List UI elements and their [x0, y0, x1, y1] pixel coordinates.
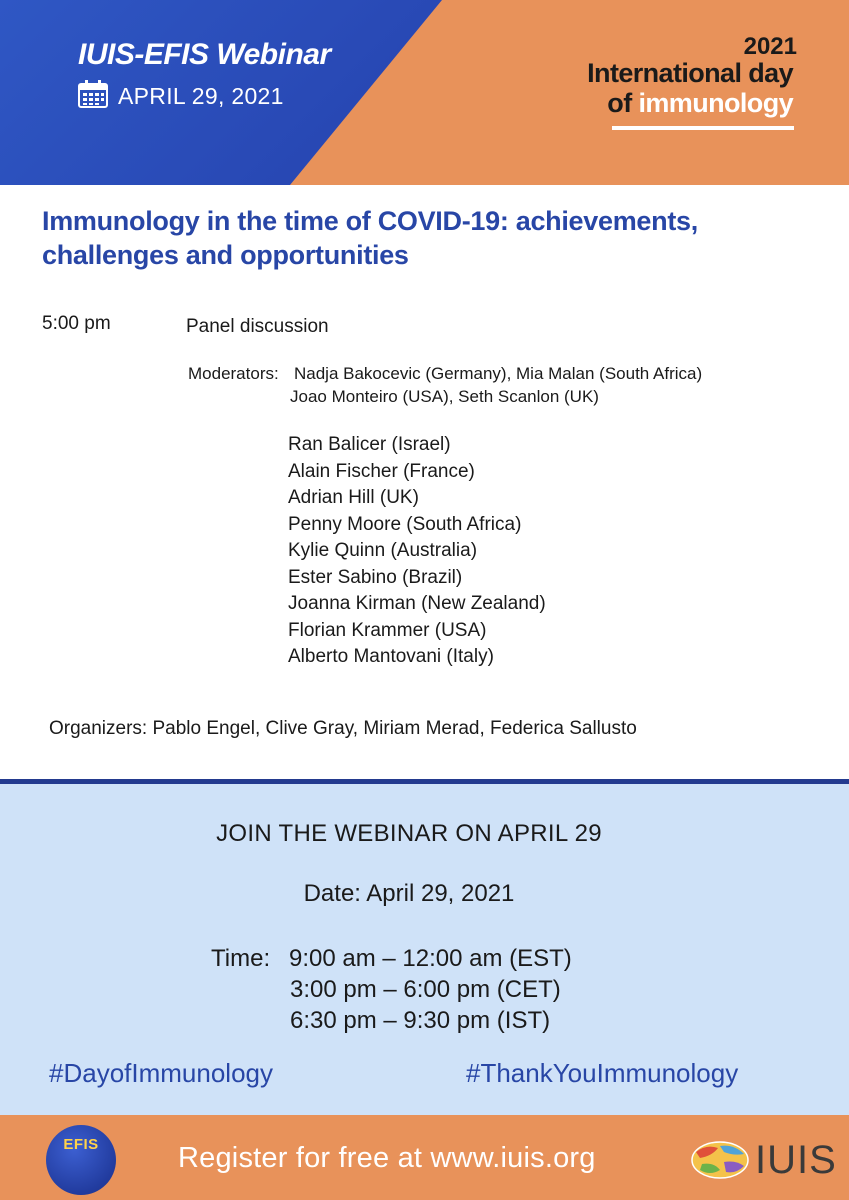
session-time: 5:00 pm: [42, 313, 111, 334]
panelist-item: Ran Balicer (Israel): [288, 434, 451, 455]
panelist-item: Joanna Kirman (New Zealand): [288, 593, 546, 614]
join-time-ist: 6:30 pm – 9:30 pm (IST): [290, 1007, 551, 1034]
idoi-title-line1: International day: [587, 58, 793, 88]
hashtag-thank-you-immunology: #ThankYouImmunology: [466, 1058, 739, 1088]
moderators-line1: Nadja Bakocevic (Germany), Mia Malan (South Africa): [294, 364, 703, 383]
join-heading: JOIN THE WEBINAR ON APRIL 29: [216, 820, 602, 847]
join-time-label: Time:: [211, 945, 271, 972]
moderators-label: Moderators:: [188, 364, 279, 383]
webinar-date: APRIL 29, 2021: [118, 83, 284, 109]
iuis-logo-text: IUIS: [755, 1138, 837, 1182]
session-title: Panel discussion: [186, 316, 329, 337]
panelist-list: [288, 432, 546, 671]
panelist-item: Adrian Hill (UK): [288, 487, 419, 508]
globe-icon: [690, 1140, 750, 1185]
idoi-of: of: [607, 88, 632, 118]
panelist-item: Florian Krammer (USA): [288, 619, 487, 641]
join-date: Date: April 29, 2021: [303, 880, 515, 907]
register-link[interactable]: Register for free at www.iuis.org: [178, 1142, 596, 1174]
join-time-est: 9:00 am – 12:00 am (EST): [289, 945, 572, 972]
webinar-date-row: [78, 80, 284, 113]
calendar-icon: [78, 80, 108, 113]
efis-logo: [46, 1125, 116, 1195]
panelist-item: Alain Fischer (France): [288, 460, 475, 482]
organizers: Organizers: Pablo Engel, Clive Gray, Miriam Merad, Federica Sallusto: [49, 718, 637, 739]
panelist-item: Penny Moore (South Africa): [288, 513, 522, 535]
idoi-underline: [612, 126, 794, 130]
idoi-year: 2021: [743, 33, 797, 60]
moderators-line2: Joao Monteiro (USA), Seth Scanlon (UK): [290, 387, 599, 406]
join-time-cet: 3:00 pm – 6:00 pm (CET): [290, 976, 561, 1003]
panelist-item: Ester Sabino (Brazil): [288, 566, 463, 588]
panelist-item: Alberto Mantovani (Italy): [288, 646, 494, 667]
hashtag-day-of-immunology: #DayofImmunology: [49, 1058, 273, 1088]
event-title: Immunology in the time of COVID-19: achievements, challenges and opportunities: [42, 206, 698, 270]
webinar-title: IUIS-EFIS Webinar: [78, 38, 331, 71]
idoi-immunology: immunology: [638, 88, 793, 118]
efis-logo-text: EFIS: [63, 1136, 99, 1153]
idoi-title-line2: [607, 88, 793, 119]
panelist-item: Kylie Quinn (Australia): [288, 540, 478, 561]
